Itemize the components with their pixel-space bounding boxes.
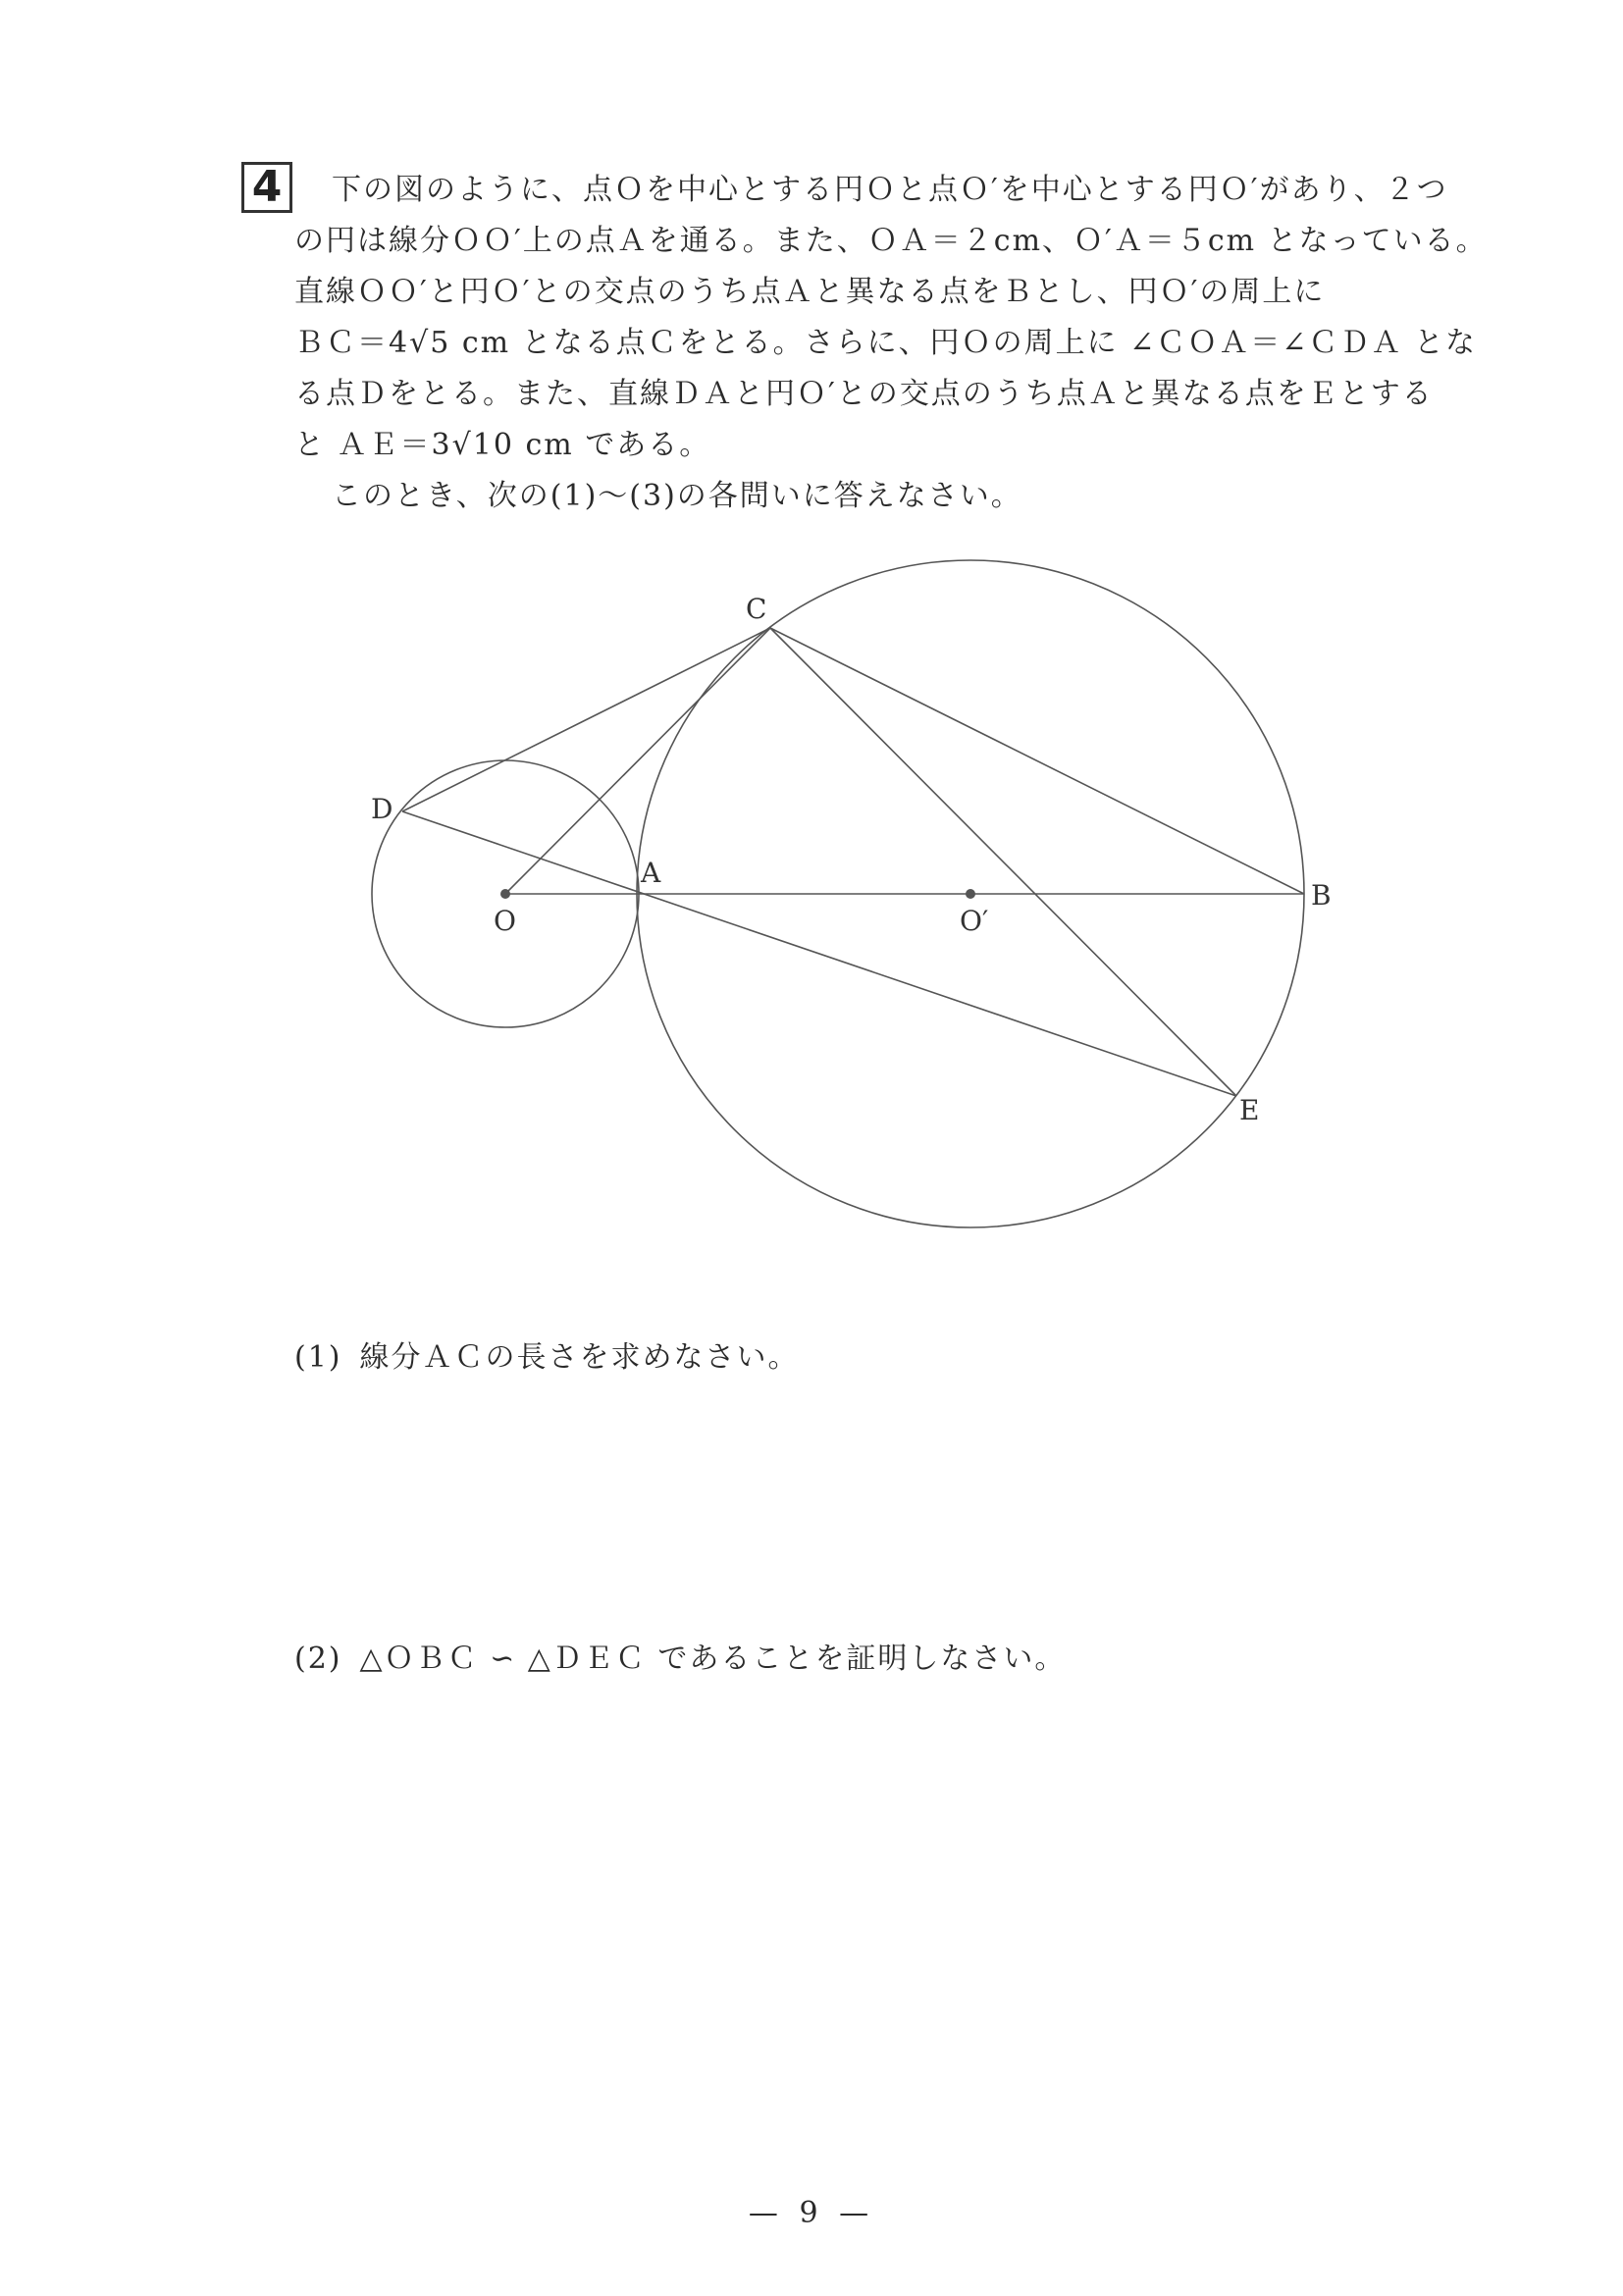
- statement-line-2: の円は線分ＯＯ′上の点Ａを通る。また、ＯＡ＝２cm、Ｏ′Ａ＝５cm となっている。: [294, 224, 1488, 258]
- question-1-text: 線分ＡＣの長さを求めなさい。: [359, 1340, 800, 1375]
- statement-line-4: ＢＣ＝4√5 cm となる点Ｃをとる。さらに、円Ｏの周上に ∠ＣＯＡ＝∠ＣＤＡ とな: [294, 326, 1477, 360]
- segment-cb: [770, 628, 1304, 894]
- statement-line-1: 下の図のように、点Ｏを中心とする円Ｏと点Ｏ′を中心とする円Ｏ′があり、２つ: [332, 173, 1448, 207]
- question-2-text: △ＯＢＣ ∽ △ＤＥＣ であることを証明しなさい。: [359, 1642, 1067, 1676]
- segment-oc: [505, 628, 770, 894]
- label-a: A: [641, 857, 661, 889]
- point-o: [500, 889, 510, 899]
- statement-line-6: と ＡＥ＝3√10 cm である。: [294, 428, 711, 462]
- label-d: D: [371, 793, 393, 825]
- segment-de: [402, 811, 1236, 1096]
- label-o: O: [494, 905, 516, 937]
- label-b: B: [1311, 879, 1332, 912]
- label-o-prime: O′: [960, 905, 989, 937]
- problem-number: 4: [241, 162, 292, 213]
- segment-ce: [770, 628, 1236, 1096]
- question-2: [294, 1634, 1066, 1677]
- question-1-number: (1): [294, 1340, 342, 1375]
- label-e: E: [1239, 1094, 1260, 1126]
- label-c: C: [746, 593, 767, 625]
- point-o-prime: [966, 889, 975, 899]
- instruction: このとき、次の(1)〜(3)の各問いに答えなさい。: [332, 479, 1022, 513]
- segment-dc: [402, 628, 770, 811]
- statement-line-3: 直線ＯＯ′と円Ｏ′との交点のうち点Ａと異なる点をＢとし、円Ｏ′の周上に: [294, 275, 1326, 309]
- question-2-number: (2): [294, 1642, 342, 1676]
- page-number: — 9 —: [748, 2196, 875, 2230]
- statement-line-5: る点Ｄをとる。また、直線ＤＡと円Ｏ′との交点のうち点Ａと異なる点をＥとする: [294, 377, 1434, 411]
- question-1: [294, 1332, 800, 1376]
